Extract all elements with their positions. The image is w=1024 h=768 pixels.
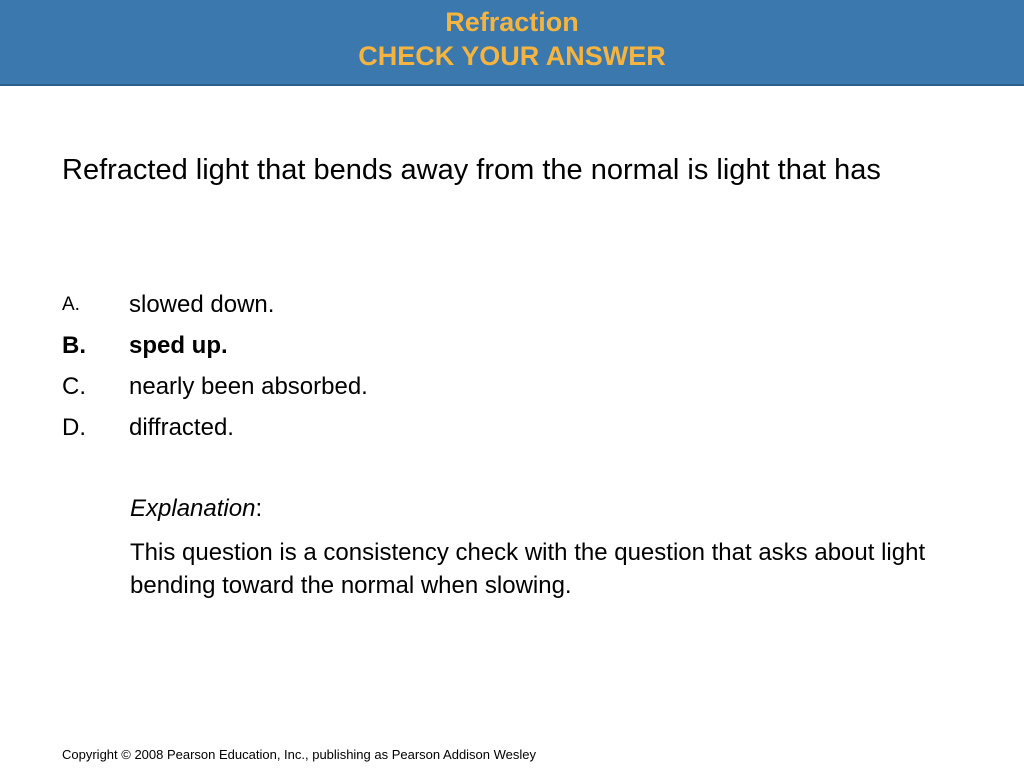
explanation-label [130,494,262,524]
option-text: sped up. [129,332,228,359]
option-letter: B. [62,332,86,359]
explanation-text: This question is a consistency check with the question that asks about light bending toward the normal when slowing. [130,539,926,599]
explanation-label-text: Explanation [130,495,256,522]
slide-title: Refraction [445,7,579,37]
copyright-footer: Copyright © 2008 Pearson Education, Inc., publishing as Pearson Addison Wesley [62,747,537,762]
option-text: nearly been absorbed. [129,373,368,400]
option-letter: A. [62,294,80,315]
explanation-colon: : [255,495,263,522]
option-letter: D. [62,414,86,441]
title-bar [0,0,1024,86]
option-letter: C. [62,373,86,400]
slide-subtitle: CHECK YOUR ANSWER [358,41,666,71]
question-text: Refracted light that bends away from the normal is light that has [62,154,881,186]
option-text: diffracted. [129,414,234,441]
option-text: slowed down. [129,291,275,318]
